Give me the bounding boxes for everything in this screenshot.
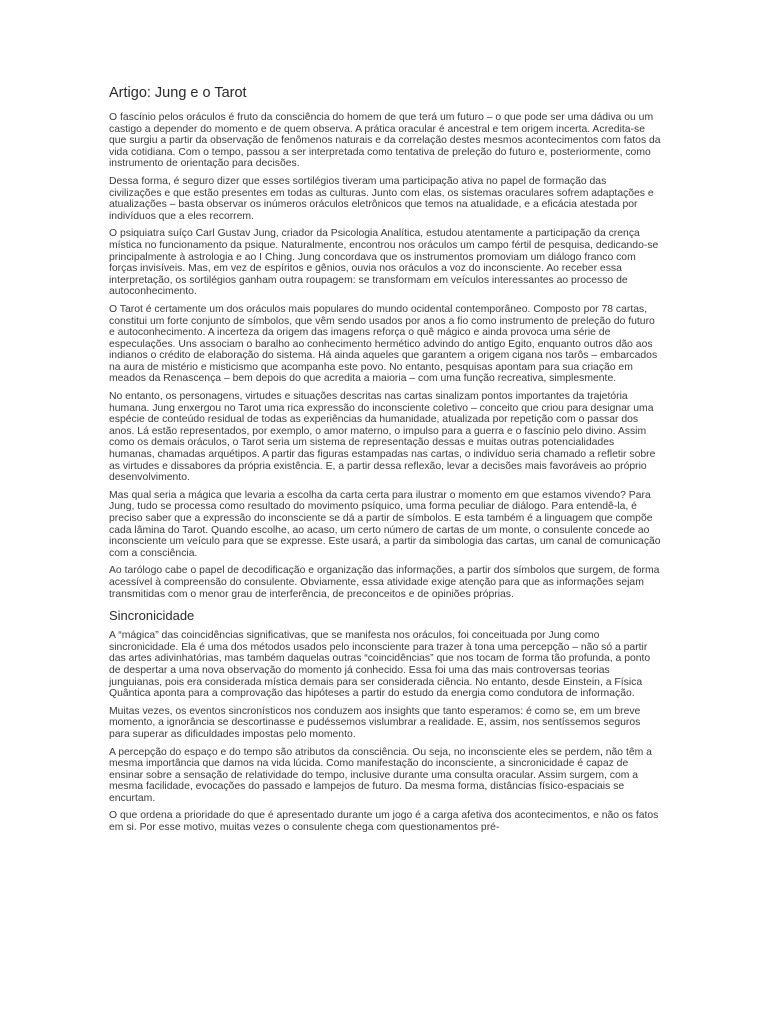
paragraph: Mas qual seria a mágica que levaria a escolha da carta certa para ilustrar o momento em que estamos vivendo? Para Jung, tudo se processa como resultado do movimento psíquico, uma forma peculiar de diálogo. Para entendê-la, é preciso saber que a expressão do inconsciente se dá a partir de símbolos. E esta também é a linguagem que compõe cada lâmina do Tarot. Quando escolhe, ao acaso, um certo número de cartas de um monte, o consulente concede ao inconsciente um veículo para que se expresse. Este usará, a partir da simbologia das cartas, um canal de comunicação com a consciência. <box>109 489 661 559</box>
paragraph: O fascínio pelos oráculos é fruto da consciência do homem de que terá um futuro – o que pode ser uma dádiva ou um castigo a depender do momento e de quem observa. A prática oracular é ancestral e tem origem incerta. Acredita-se que surgiu a partir da observação de fenômenos naturais e da correlação destes mesmos acontecimentos com fatos da vida cotidiana. Com o tempo, passou a ser interpretada como tentativa de preleção do futuro e, posteriormente, como instrumento de orientação para decisões. <box>109 112 661 170</box>
paragraph: A “mágica” das coincidências significativas, que se manifesta nos oráculos, foi conceituada por Jung como sincronicidade. Ela é uma dos métodos usados pelo inconsciente para trazer à tona uma percepção – não só a partir das artes adivinhatórias, mas também daquelas outras “coincidências” que nos tocam de forma tão profunda, a ponto de despertar a uma nova observação do momento já conhecido. Essa foi uma das mais controversas teorias junguianas, pois era considerada mística demais para ser considerada ciência. No entanto, desde Einstein, a Física Quântica aponta para a comprovação das hipóteses a partir do estudo da energia como condutora de informação. <box>109 630 651 700</box>
paragraph: A percepção do espaço e do tempo são atributos da consciência. Ou seja, no inconsciente eles se perdem, não têm a mesma importância que damos na vida lúcida. Como manifestação do inconsciente, a sincronicidade é capaz de ensinar sobre a sensação de relatividade do tempo, inclusive durante uma consulta oracular. Assim surgem, com a mesma facilidade, evocações do passado e lampejos de futuro. Da mesma forma, distâncias físico-espaciais se encurtam. <box>109 746 652 804</box>
paragraph: No entanto, os personagens, virtudes e situações descritas nas cartas sinalizam pontos importantes da trajetória humana. Jung enxergou no Tarot uma rica expressão do inconsciente coletivo – conceito que criou para designar uma espécie de conteúdo residual de todas as experiências da humanidade, atualizada por repetição com o passar dos anos. Lá estão representados, por exemplo, o amor materno, o impulso para a guerra e o fascínio pelo divino. Assim como os demais oráculos, o Tarot seria um sistema de representação dessas e muitas outras potencialidades humanas, chamadas arquétipos. A partir das figuras estampadas nas cartas, o indivíduo seria chamado a refletir sobre as virtudes e dissabores da própria existência. E, a partir dessa reflexão, levar a decisões mais favoráveis ao próprio desenvolvimento. <box>109 391 656 484</box>
document-page <box>109 84 661 840</box>
paragraph: Dessa forma, é seguro dizer que esses sortilégios tiveram uma participação ativa no papel de formação das civilizações e que estão presentes em todas as culturas. Junto com elas, os sistemas oraculares sofrem adaptações e atualizações – basta observar os inúmeros oráculos eletrônicos que temos na atualidade, e a eficácia atestada por indivíduos que a eles recorrem. <box>109 175 654 222</box>
paragraph: Ao tarólogo cabe o papel de decodificação e organização das informações, a partir dos símbolos que surgem, de forma acessível à compreensão do consulente. Obviamente, essa atividade exige atenção para que as informações sejam transmitidas com o menor grau de interferência, de preconceitos e de opiniões próprias. <box>109 565 660 600</box>
paragraph: O Tarot é certamente um dos oráculos mais populares do mundo ocidental contemporâneo. Composto por 78 cartas, constitui um forte conjunto de símbolos, que vêm sendo usados por anos a fio como instrumento de preleção do futuro e autoconhecimento. A incerteza da origem das imagens reforça o quê mágico e ainda provoca uma série de especulações. Uns associam o baralho ao conhecimento hermético advindo do antigo Egito, enquanto outros dão aos indianos o crédito de elaboração do sistema. Há ainda aqueles que garantem a origem cigana nos tarôs – embarcados na aura de mistério e misticismo que acompanha este povo. No entanto, pesquisas apontam para sua criação em meados da Renascença – bem depois do que acredita a maioria – com uma função recreativa, simplesmente. <box>109 303 658 385</box>
paragraph: Muitas vezes, os eventos sincronísticos nos conduzem aos insights que tanto esperamos: é como se, em um breve momento, a ignorância se descortinasse e pudéssemos vislumbrar a realidade. E, assim, nos sentíssemos seguros para superar as dificuldades impostas pelo momento. <box>109 705 641 740</box>
article-title: Artigo: Jung e o Tarot <box>109 85 247 101</box>
paragraph: O que ordena a prioridade do que é apresentado durante um jogo é a carga afetiva dos acontecimentos, e não os fatos em si. Por esse motivo, muitas vezes o consulente chega com questionamentos pré- <box>109 810 659 834</box>
paragraph: O psiquiatra suíço Carl Gustav Jung, criador da Psicologia Analítica, estudou atentamente a participação da crença mística no funcionamento da psique. Naturalmente, encontrou nos oráculos um campo fértil de pesquisa, dedicando-se principalmente à astrologia e ao I Ching. Jung concordava que os instrumentos promoviam um diálogo franco com forças invisíveis. Mas, em vez de espíritos e gênios, ouvia nos oráculos a voz do inconsciente. Ao receber essa interpretação, os sortilégios ganham outra roupagem: se transformam em veículos interessantes ao processo de autoconhecimento. <box>109 228 659 298</box>
section-title: Sincronicidade <box>109 608 195 624</box>
